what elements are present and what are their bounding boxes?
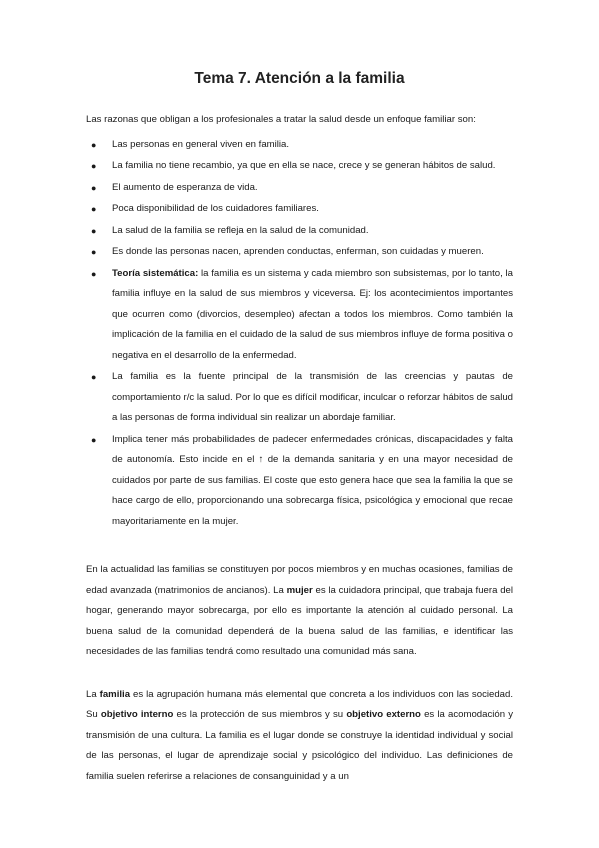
term-bold: familia [99,688,131,700]
list-item: ● Teoría sistemática: la familia es un sistema y cada miembro son subsistemas, por lo tanto, la familia influye en la salud de sus miembros y viceversa. Ej: los acontecimientos importantes que ocurren como (divorcios, desempleo) afectan a todos los miembros. Como también la implicación de la familia en el cuidado de la salud de sus miembros influye de forma positiva o negativa en el desarrollo de la enfermedad. [86,264,513,367]
list-item: ● Poca disponibilidad de los cuidadores familiares. [86,199,513,220]
list-item: ● Es donde las personas nacen, aprenden conductas, enferman, son cuidadas y mueren. [86,242,513,263]
bullet-icon: ● [91,161,97,171]
paragraph-current-families: En la actualidad las familias se constituyen por pocos miembros y en muchas ocasiones, familias de edad avanzada (matrimonios de ancianos). La mujer es la cuidadora principal, que trabaja fuera del hogar, generando mayor sobrecarga, por ello es importante la atención al cuidado personal. La buena salud de la comunidad dependerá de la buena salud de las familias, e identificar las necesidades de las familias tendrá como resultado una comunidad más sana. [86,564,513,657]
list-item: ● La salud de la familia se refleja en la salud de la comunidad. [86,221,513,242]
page-title: Tema 7. Atención a la familia [194,70,405,87]
reasons-list [86,135,513,533]
bullet-icon: ● [91,247,97,257]
bullet-icon: ● [91,204,97,214]
list-item: ● El aumento de esperanza de vida. [86,178,513,199]
term-bold: objetivo interno [100,709,174,720]
bullet-icon: ● [91,268,97,279]
list-item: ● La familia no tiene recambio, ya que en ella se nace, crece y se generan hábitos de salud. [86,156,513,177]
bullet-icon: ● [91,372,97,382]
list-item: ● Implica tener más probabilidades de padecer enfermedades crónicas, discapacidades y falta de autonomía. Esto incide en el ↑ de la demanda sanitaria y en una mayor necesidad de cuidados por parte de sus familias. El coste que esto genera hace que sea la familia la que se hace cargo de ello, proporcionando una sobrecarga física, psicológica y emocional que recae mayoritariamente en la mujer. [86,430,513,533]
intro-text: Las razonas que obligan a los profesionales a tratar la salud desde un enfoque familiar son: [86,114,476,125]
term-bold: objetivo externo [346,709,421,720]
bullet-icon: ● [91,225,97,236]
list-item: ● La familia es la fuente principal de la transmisión de las creencias y pautas de comportamiento r/c la salud. Por lo que es difícil modificar, inculcar o reforzar hábitos de salud a las personas de forma individual sin realizar un abordaje familiar. [86,367,513,429]
list-item: ● Las personas en general viven en familia. [86,135,513,156]
bullet-icon: ● [91,434,97,445]
term-bold: Teoría sistemática: [112,267,199,279]
term-bold: mujer [286,584,313,596]
paragraph-family-definition: La familia es la agrupación humana más elemental que concreta a los individuos con las sociedad. Su objetivo interno es la protección de sus miembros y su objetivo externo es la acomodación y transmisión de una cultura. La familia es el lugar donde se construye la identidad individual y social de las personas, el lugar de aprendizaje social y psicológico del individuo. Las definiciones de familia suelen referirse a relaciones de consanguinidad y a un [86,688,514,782]
bullet-icon: ● [91,182,97,193]
bullet-icon: ● [91,139,97,150]
